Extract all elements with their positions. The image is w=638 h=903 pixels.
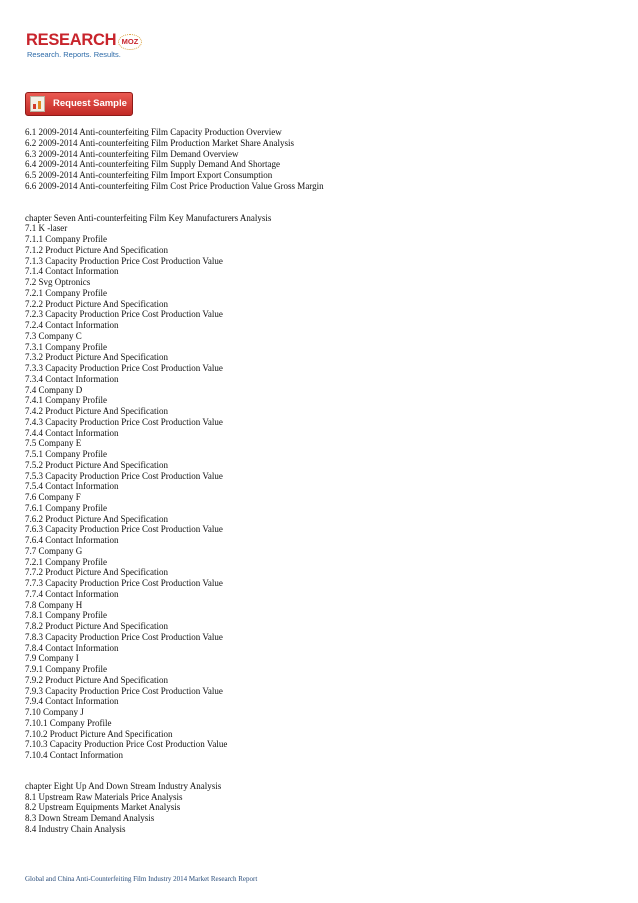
toc-line: 7.6.1 Company Profile [25, 502, 107, 513]
chapter-heading: chapter Eight Up And Down Stream Industry Analysis [25, 780, 222, 791]
request-sample-label: Request Sample [53, 98, 127, 109]
toc-line: 7.3.1 Company Profile [25, 341, 107, 352]
toc-line: 6.6 2009-2014 Anti-counterfeiting Film Cost Price Production Value Gross Margin [25, 180, 324, 191]
toc-line: 7.2 Svg Optronics [25, 277, 91, 287]
toc-line: 8.1 Upstream Raw Materials Price Analysis [25, 791, 183, 802]
toc-line: 7.2.2 Product Picture And Specification [25, 298, 168, 309]
toc-line: 7.4 Company D [25, 384, 83, 395]
toc-line: 7.8.3 Capacity Production Price Cost Production Value [25, 631, 223, 642]
toc-line: 7.4.4 Contact Information [25, 427, 119, 438]
toc-line: 7.10 Company J [25, 707, 84, 717]
logo-moz-badge: MOZ [118, 34, 142, 50]
toc-line: 7.9.1 Company Profile [25, 664, 107, 674]
toc-line: 7.3.3 Capacity Production Price Cost Production Value [25, 363, 223, 373]
report-chart-icon [30, 96, 45, 112]
toc-line: 7.7.2 Product Picture And Specification [25, 567, 168, 578]
toc-line: 7.9.3 Capacity Production Price Cost Production Value [25, 685, 223, 696]
toc-line: 8.4 Industry Chain Analysis [25, 823, 126, 834]
toc-line: 7.8.1 Company Profile [25, 610, 107, 621]
toc-line: 7.10.4 Contact Information [25, 750, 123, 760]
toc-line: 7.4.2 Product Picture And Specification [25, 406, 168, 416]
toc-line: 7.2.4 Contact Information [25, 320, 119, 330]
toc-line: 7.1.3 Capacity Production Price Cost Production Value [25, 255, 223, 266]
toc-line: 7.8 Company H [25, 599, 83, 610]
researchmoz-logo [26, 30, 139, 70]
toc-line: 7.4.1 Company Profile [25, 395, 107, 406]
table-of-contents [25, 127, 615, 835]
toc-chapter-eight [25, 781, 615, 835]
toc-line: 7.1.4 Contact Information [25, 266, 119, 277]
toc-line: 7.3 Company C [25, 330, 82, 341]
logo-wordmark: RESEARCH [26, 31, 117, 49]
toc-line: 7.4.3 Capacity Production Price Cost Production Value [25, 416, 223, 427]
toc-line: 7.2.1 Company Profile [25, 287, 107, 298]
footer-report-title: Global and China Anti-Counterfeiting Film Industry 2014 Market Research Report [25, 875, 258, 883]
toc-line: 6.1 2009-2014 Anti-counterfeiting Film Capacity Production Overview [25, 127, 282, 137]
toc-line: 7.7.3 Capacity Production Price Cost Production Value [25, 578, 223, 588]
toc-line: 7.9 Company I [25, 653, 79, 664]
toc-line: 7.6.3 Capacity Production Price Cost Production Value [25, 524, 223, 535]
toc-line: 7.8.2 Product Picture And Specification [25, 621, 168, 631]
toc-line: 7.2.1 Company Profile [25, 556, 107, 567]
toc-line: 6.5 2009-2014 Anti-counterfeiting Film Import Export Consumption [25, 170, 273, 180]
toc-line: 7.6.4 Contact Information [25, 535, 119, 545]
toc-line: 7.8.4 Contact Information [25, 642, 119, 653]
toc-line: 7.3.2 Product Picture And Specification [25, 352, 168, 363]
toc-line: 7.6 Company F [25, 492, 81, 502]
toc-line: 7.7.4 Contact Information [25, 588, 119, 599]
toc-line: 8.2 Upstream Equipments Market Analysis [25, 802, 181, 813]
toc-line: 7.10.1 Company Profile [25, 717, 112, 728]
toc-line: 7.5 Company E [25, 438, 82, 449]
toc-line: 7.9.4 Contact Information [25, 696, 119, 707]
toc-line: 7.6.2 Product Picture And Specification [25, 513, 168, 524]
toc-line: 7.5.4 Contact Information [25, 481, 119, 492]
toc-line: 7.3.4 Contact Information [25, 373, 119, 384]
toc-line: 6.4 2009-2014 Anti-counterfeiting Film Supply Demand And Shortage [25, 159, 280, 170]
toc-line: 7.10.2 Product Picture And Specification [25, 728, 173, 739]
toc-line: 7.9.2 Product Picture And Specification [25, 674, 168, 685]
toc-line: 7.1.2 Product Picture And Specification [25, 244, 168, 255]
request-sample-button[interactable] [25, 92, 133, 116]
toc-line: 8.3 Down Stream Demand Analysis [25, 813, 155, 823]
toc-line: 6.3 2009-2014 Anti-counterfeiting Film Demand Overview [25, 148, 239, 159]
toc-line: 7.2.3 Capacity Production Price Cost Production Value [25, 309, 223, 320]
chapter-heading: chapter Seven Anti-counterfeiting Film Key Manufacturers Analysis [25, 212, 272, 223]
toc-line: 6.2 2009-2014 Anti-counterfeiting Film Production Market Share Analysis [25, 137, 294, 148]
toc-line: 7.7 Company G [25, 545, 83, 556]
toc-line: 7.1.1 Company Profile [25, 234, 107, 244]
toc-chapter-seven [25, 213, 615, 761]
toc-line: 7.10.3 Capacity Production Price Cost Production Value [25, 739, 228, 750]
logo-tagline: Research. Reports. Results. [27, 50, 121, 59]
toc-line: 7.1 K -laser [25, 223, 68, 234]
toc-section-six [25, 127, 615, 192]
toc-line: 7.5.3 Capacity Production Price Cost Production Value [25, 470, 223, 481]
toc-line: 7.5.1 Company Profile [25, 449, 107, 459]
toc-line: 7.5.2 Product Picture And Specification [25, 459, 168, 470]
